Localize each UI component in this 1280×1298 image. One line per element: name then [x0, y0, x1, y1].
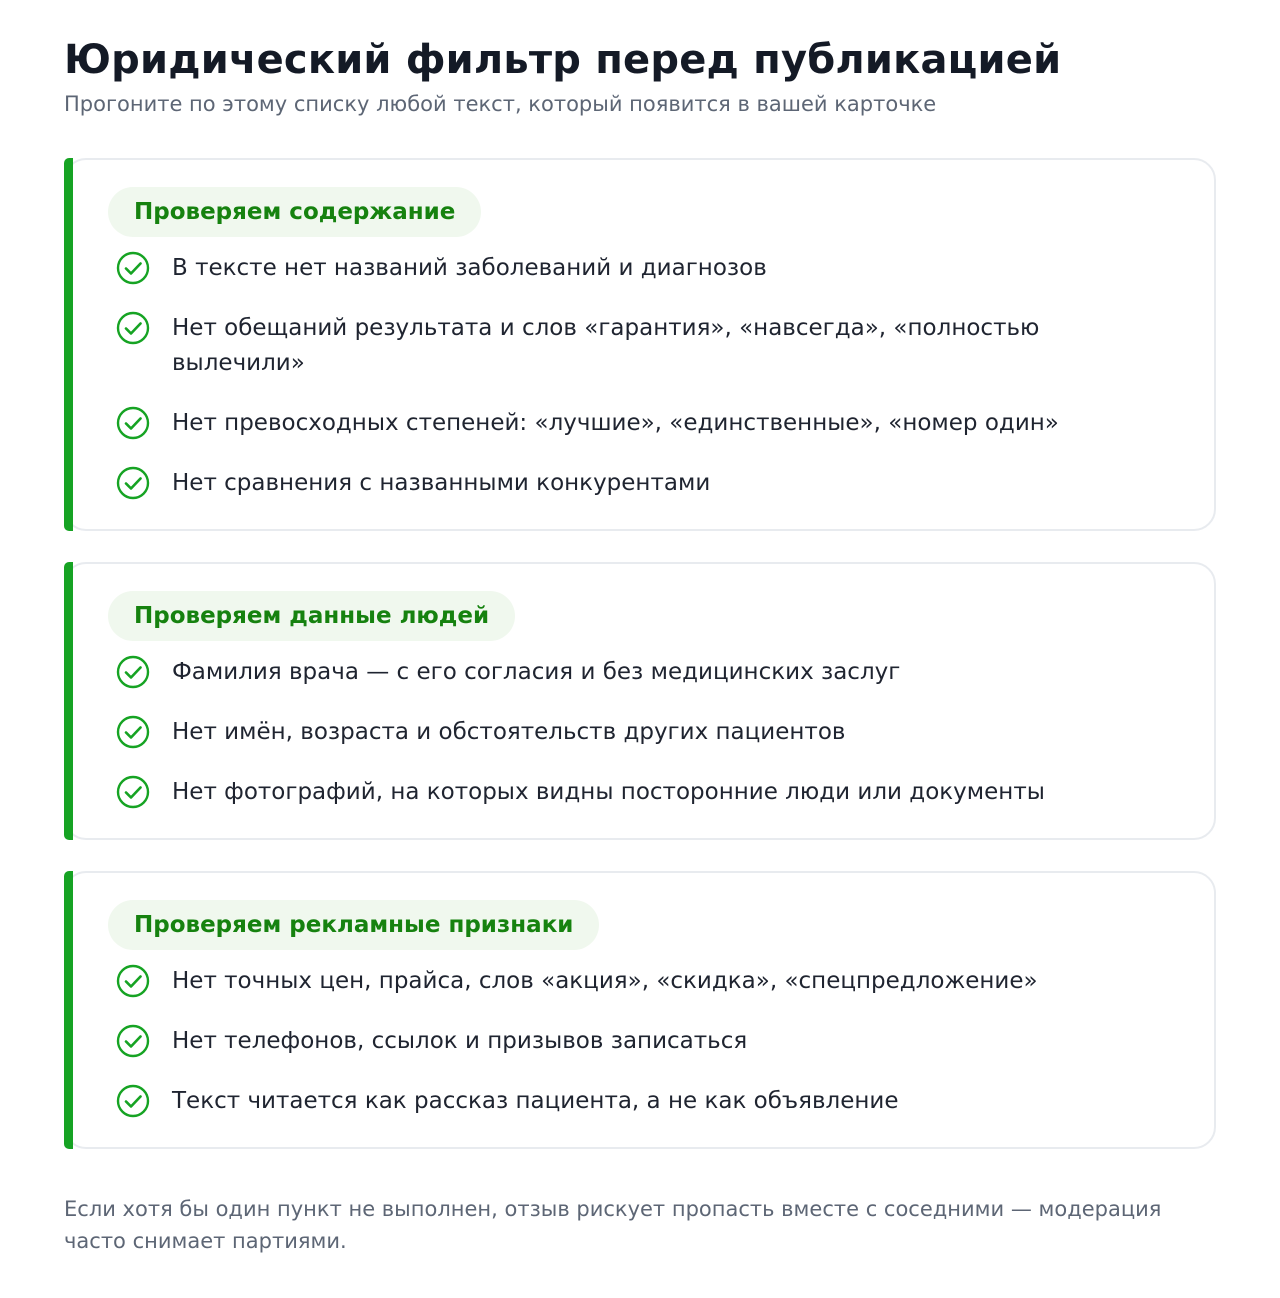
check-circle-icon [116, 715, 150, 749]
checklist-item-text: Текст читается как рассказ пациента, а не как объявление [172, 1088, 899, 1114]
checklist-item-text: Нет имён, возраста и обстоятельств других пациентов [172, 719, 846, 745]
page-title: Юридический фильтр перед публикацией [64, 37, 1062, 83]
check-circle-icon [116, 466, 150, 500]
checklist-item [108, 1084, 1174, 1119]
checklist [108, 964, 1174, 1119]
checklist-item [108, 251, 1174, 286]
page-subtitle: Прогоните по этому списку любой текст, который появится в вашей карточке [64, 92, 937, 116]
check-circle-icon [116, 311, 150, 345]
checklist-item [108, 775, 1174, 810]
check-circle-icon [116, 964, 150, 998]
check-circle-icon [116, 406, 150, 440]
section-advertising-check [64, 871, 1216, 1149]
checklist [108, 251, 1174, 501]
check-circle-icon [116, 775, 150, 809]
check-circle-icon [116, 251, 150, 285]
checklist-item-text: В тексте нет названий заболеваний и диагнозов [172, 255, 767, 281]
section-heading: Проверяем рекламные признаки [108, 900, 599, 950]
checklist-item [108, 655, 1174, 690]
checklist-item-text: Нет точных цен, прайса, слов «акция», «скидка», «спецпредложение» [172, 968, 1038, 994]
section-heading: Проверяем содержание [108, 187, 481, 237]
footer-note: Если хотя бы один пункт не выполнен, отзыв рискует пропасть вместе с соседними — модерация часто снимает партиями. [64, 1197, 1162, 1253]
section-heading: Проверяем данные людей [108, 591, 515, 641]
checklist-item [108, 964, 1174, 999]
checklist-item-text: Нет сравнения с названными конкурентами [172, 470, 711, 496]
checklist-item [108, 406, 1174, 441]
checklist-item [108, 466, 1174, 501]
check-circle-icon [116, 1024, 150, 1058]
checklist-item-text: Нет превосходных степеней: «лучшие», «единственные», «номер один» [172, 410, 1059, 436]
page [64, 36, 1216, 1257]
section-content-check [64, 158, 1216, 531]
check-circle-icon [116, 1084, 150, 1118]
section-people-data-check [64, 562, 1216, 840]
checklist-item [108, 715, 1174, 750]
checklist-item-text: Нет обещаний результата и слов «гарантия», «навсегда», «полностью вылечили» [172, 315, 1040, 376]
checklist-item [108, 1024, 1174, 1059]
checklist [108, 655, 1174, 810]
checklist-item-text: Фамилия врача — с его согласия и без медицинских заслуг [172, 659, 901, 685]
checklist-item-text: Нет фотографий, на которых видны посторонние люди или документы [172, 779, 1045, 805]
check-circle-icon [116, 655, 150, 689]
checklist-item-text: Нет телефонов, ссылок и призывов записаться [172, 1028, 748, 1054]
checklist-item [108, 311, 1174, 381]
